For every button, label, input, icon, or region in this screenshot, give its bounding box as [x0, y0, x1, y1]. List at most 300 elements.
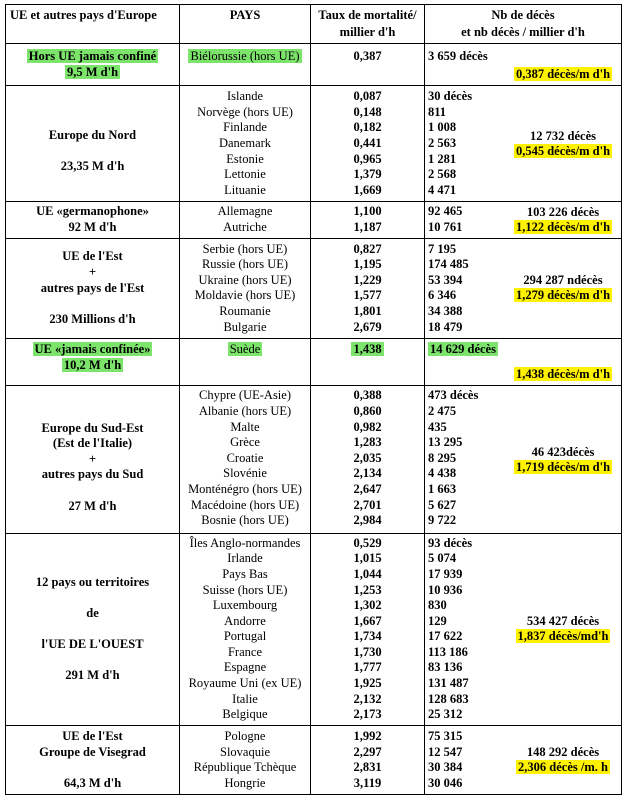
rate-value: [311, 598, 424, 614]
rate-value: [311, 183, 424, 199]
rate-value: [311, 451, 424, 467]
deaths-value: [425, 136, 505, 152]
rate-text: 2,173: [353, 707, 382, 722]
rate-value: [311, 614, 424, 630]
deaths-value: [425, 745, 505, 761]
rate-value: [311, 498, 424, 514]
country-name: [180, 167, 310, 183]
deaths-text: 811: [428, 104, 447, 119]
group-row: [6, 202, 622, 238]
rate-text: 1,229: [353, 272, 382, 287]
country-cell: [180, 239, 311, 339]
country-name: [180, 776, 310, 792]
country-cell: [180, 386, 311, 532]
deaths-value: [425, 242, 505, 258]
deaths-text: 5 627: [428, 497, 457, 512]
deaths-cell: [425, 239, 622, 339]
country-text: Albanie (hors UE): [198, 403, 292, 418]
country-text: Bulgarie: [223, 319, 267, 334]
deaths-value: [425, 676, 505, 692]
deaths-cell: [425, 44, 622, 85]
country-name: [180, 388, 310, 404]
group-row: [6, 534, 622, 726]
country-text: Andorre: [224, 613, 266, 628]
country-name: [180, 136, 310, 152]
total-rate: 1,279 décès/m d'h: [515, 288, 611, 303]
total-rate: 0,545 décès/m d'h: [515, 143, 611, 158]
region-label: [6, 452, 179, 468]
country-name: [180, 536, 310, 552]
deaths-value: [425, 152, 505, 168]
deaths-value: [425, 776, 505, 792]
rate-cell: [311, 386, 425, 532]
rate-value: [311, 49, 424, 65]
rate-value: [311, 660, 424, 676]
region-text: autres pays du Sud: [41, 467, 144, 482]
rate-value: [311, 304, 424, 320]
deaths-text: 14 629 décès: [430, 342, 496, 357]
region-label: [6, 483, 179, 499]
rate-text: 1,669: [353, 182, 382, 197]
country-text: Îles Anglo-normandes: [189, 535, 301, 550]
rate-value: [311, 583, 424, 599]
region-label: [6, 342, 179, 358]
deaths-value: [425, 105, 505, 121]
region-text: 27 M d'h: [68, 498, 117, 513]
deaths-text: 131 487: [428, 676, 469, 691]
deaths-value: [425, 342, 505, 358]
region-text: UE «germanophone»: [36, 204, 149, 219]
rate-value: [311, 420, 424, 436]
rate-text: 0,860: [353, 403, 382, 418]
region-label: [6, 776, 179, 792]
rate-text: 0,148: [353, 104, 382, 119]
group-total: [505, 44, 621, 85]
deaths-text: 3 659 décès: [428, 49, 488, 63]
country-name: [180, 288, 310, 304]
rate-value: [311, 342, 424, 358]
header-rate-line2: millier d'h: [339, 25, 396, 39]
rate-text: 2,647: [353, 481, 382, 496]
deaths-value: [425, 257, 505, 273]
region-text: 92 M d'h: [68, 219, 117, 234]
rate-text: 2,701: [353, 497, 382, 512]
rate-value: [311, 629, 424, 645]
deaths-value: [425, 645, 505, 661]
rate-text: 0,982: [353, 419, 382, 434]
deaths-text: 30 046: [428, 775, 463, 790]
region-label: [6, 405, 179, 421]
deaths-value: [425, 451, 505, 467]
deaths-text: 17 622: [428, 629, 463, 644]
deaths-value: [425, 598, 505, 614]
header-country: [180, 5, 311, 43]
region-text: 64,3 M d'h: [63, 775, 122, 790]
country-text: Suède: [229, 342, 261, 357]
region-text: UE de l'Est: [62, 728, 123, 743]
group-total: [505, 386, 621, 532]
country-text: Moldavie (hors UE): [194, 288, 296, 303]
total-rate: 1,438 décès/m d'h: [515, 367, 611, 382]
table-header: [6, 5, 622, 44]
country-name: [180, 183, 310, 199]
rate-value: [311, 466, 424, 482]
country-text: Slovaquie: [220, 744, 270, 759]
country-text: Irlande: [227, 551, 263, 566]
deaths-text: 8 295: [428, 450, 457, 465]
total-rate: 0,387 décès/m d'h: [515, 67, 611, 82]
header-rate-line1: Taux de mortalité/: [318, 8, 417, 22]
rate-text: 1,195: [353, 257, 382, 272]
region-label: [6, 421, 179, 437]
rate-value: [311, 760, 424, 776]
rate-text: 0,182: [353, 120, 382, 135]
rate-text: 1,925: [353, 676, 382, 691]
deaths-text: 5 074: [428, 551, 457, 566]
region-text: +: [88, 264, 97, 279]
country-text: Macédoine (hors UE): [190, 497, 300, 512]
rate-value: [311, 567, 424, 583]
region-label: [6, 249, 179, 265]
deaths-value: [425, 89, 505, 105]
deaths-value: [425, 760, 505, 776]
rate-text: 1,187: [353, 219, 382, 234]
country-text: Lituanie: [224, 182, 266, 197]
rate-text: 2,831: [353, 760, 382, 775]
country-text: Suisse (hors UE): [202, 582, 288, 597]
country-name: [180, 342, 310, 358]
rate-text: 0,827: [353, 241, 382, 256]
deaths-text: 4 471: [428, 182, 457, 197]
total-deaths: 294 287 ndécès: [523, 273, 603, 288]
deaths-value: [425, 660, 505, 676]
rate-value: [311, 89, 424, 105]
deaths-cell: [425, 534, 622, 725]
country-name: [180, 435, 310, 451]
region-label: [6, 467, 179, 483]
region-cell: [6, 534, 180, 725]
country-cell: [180, 44, 311, 85]
country-name: [180, 513, 310, 529]
deaths-text: 30 décès: [428, 89, 473, 104]
country-text: Finlande: [223, 120, 267, 135]
deaths-value: [425, 404, 505, 420]
country-name: [180, 645, 310, 661]
deaths-value: [425, 536, 505, 552]
country-name: [180, 707, 310, 723]
rate-value: [311, 288, 424, 304]
region-label: [6, 312, 179, 328]
rate-cell: [311, 726, 425, 794]
region-label: [6, 65, 179, 81]
country-name: [180, 89, 310, 105]
rate-value: [311, 167, 424, 183]
region-text: de: [86, 605, 99, 620]
region-cell: [6, 386, 180, 532]
rate-text: 1,438: [353, 342, 382, 357]
rate-text: 0,387: [353, 49, 382, 63]
total-rate: 2,306 décès /m. h: [518, 760, 608, 775]
deaths-value: [425, 629, 505, 645]
rate-cell: [311, 44, 425, 85]
country-text: Pays Bas: [222, 566, 268, 581]
region-text: 12 pays ou territoires: [35, 574, 150, 589]
country-name: [180, 583, 310, 599]
country-text: Biélorussie (hors UE): [190, 49, 300, 63]
country-name: [180, 120, 310, 136]
country-text: Lettonie: [224, 167, 266, 182]
deaths-value: [425, 498, 505, 514]
deaths-value: [425, 120, 505, 136]
region-cell: [6, 239, 180, 339]
rate-value: [311, 257, 424, 273]
deaths-value: [425, 204, 505, 220]
country-text: Islande: [226, 89, 264, 104]
rate-value: [311, 435, 424, 451]
country-name: [180, 105, 310, 121]
country-name: [180, 257, 310, 273]
deaths-text: 435: [428, 419, 447, 434]
deaths-value: [425, 614, 505, 630]
deaths-text: 129: [428, 613, 447, 628]
region-text: Hors UE jamais confiné: [28, 49, 157, 63]
header-region: [6, 5, 180, 43]
country-name: [180, 629, 310, 645]
country-name: [180, 152, 310, 168]
country-text: Pologne: [224, 728, 266, 743]
rate-text: 0,965: [353, 151, 382, 166]
country-text: Russie (hors UE): [201, 257, 289, 272]
region-label: [6, 668, 179, 684]
deaths-value: [425, 482, 505, 498]
region-text: autres pays de l'Est: [40, 280, 145, 295]
country-name: [180, 598, 310, 614]
deaths-value: [425, 49, 505, 65]
header-country-label: PAYS: [229, 8, 261, 22]
country-cell: [180, 202, 311, 237]
deaths-value: [425, 551, 505, 567]
group-total: [505, 239, 621, 339]
country-name: [180, 242, 310, 258]
deaths-text: 2 475: [428, 403, 457, 418]
country-text: Hongrie: [224, 775, 266, 790]
deaths-value: [425, 273, 505, 289]
region-label: [6, 436, 179, 452]
region-text: UE de l'Est: [62, 249, 123, 264]
country-name: [180, 49, 310, 65]
country-name: [180, 498, 310, 514]
rate-cell: [311, 202, 425, 237]
deaths-text: 830: [428, 598, 447, 613]
country-text: République Tchèque: [193, 760, 297, 775]
country-text: Portugal: [223, 629, 267, 644]
country-name: [180, 451, 310, 467]
group-row: [6, 239, 622, 340]
rate-text: 1,044: [353, 566, 382, 581]
deaths-value: [425, 183, 505, 199]
region-label: [6, 729, 179, 745]
group-row: [6, 386, 622, 533]
header-region-label: UE et autres pays d'Europe: [10, 8, 157, 22]
rate-text: 1,253: [353, 582, 382, 597]
country-name: [180, 745, 310, 761]
rate-value: [311, 242, 424, 258]
country-name: [180, 304, 310, 320]
region-text: 10,2 M d'h: [63, 357, 122, 372]
region-label: [6, 499, 179, 515]
region-text: l'UE DE L'OUEST: [41, 637, 144, 652]
deaths-text: 17 939: [428, 566, 463, 581]
country-text: Danemark: [218, 135, 272, 150]
country-cell: [180, 726, 311, 794]
region-label: [6, 128, 179, 144]
country-text: Espagne: [223, 660, 267, 675]
rate-text: 0,087: [353, 89, 382, 104]
country-name: [180, 760, 310, 776]
rate-value: [311, 745, 424, 761]
country-name: [180, 660, 310, 676]
region-label: [6, 113, 179, 129]
deaths-text: 1 281: [428, 151, 457, 166]
region-text: 23,35 M d'h: [60, 159, 125, 174]
group-row: [6, 86, 622, 202]
rate-text: 1,100: [353, 204, 382, 219]
region-text: 291 M d'h: [65, 668, 120, 683]
header-deaths-line2: et nb décès / millier d'h: [461, 25, 585, 39]
country-cell: [180, 339, 311, 385]
deaths-value: [425, 707, 505, 723]
deaths-text: 18 479: [428, 319, 463, 334]
deaths-cell: [425, 726, 622, 794]
region-text: Groupe de Visegrad: [39, 744, 146, 759]
header-deaths: [425, 5, 622, 43]
country-text: Italie: [232, 691, 258, 706]
region-label: [6, 204, 179, 220]
header-rate: [311, 5, 425, 43]
deaths-text: 1 663: [428, 481, 457, 496]
deaths-value: [425, 220, 505, 236]
region-label: [6, 653, 179, 669]
deaths-cell: [425, 339, 622, 385]
region-label: [6, 265, 179, 281]
country-text: Chypre (UE-Asie): [199, 388, 291, 403]
region-cell: [6, 44, 180, 85]
rate-value: [311, 120, 424, 136]
country-name: [180, 420, 310, 436]
region-label: [6, 590, 179, 606]
region-label: [6, 49, 179, 65]
rate-value: [311, 388, 424, 404]
region-label: [6, 220, 179, 236]
country-text: Malte: [230, 419, 260, 434]
group-row: [6, 339, 622, 386]
deaths-text: 113 186: [428, 644, 468, 659]
country-name: [180, 676, 310, 692]
rate-text: 3,119: [353, 775, 382, 790]
rate-text: 1,379: [353, 167, 382, 182]
rate-value: [311, 536, 424, 552]
deaths-text: 2 563: [428, 135, 457, 150]
rate-text: 2,035: [353, 450, 382, 465]
deaths-value: [425, 583, 505, 599]
country-name: [180, 204, 310, 220]
total-rate: 1,719 décès/m d'h: [515, 459, 611, 474]
region-cell: [6, 202, 180, 237]
country-text: Ukraine (hors UE): [198, 272, 292, 287]
region-cell: [6, 726, 180, 794]
country-name: [180, 466, 310, 482]
deaths-text: 13 295: [428, 435, 463, 450]
rate-value: [311, 676, 424, 692]
country-text: Belgique: [222, 707, 268, 722]
rate-cell: [311, 239, 425, 339]
group-row: [6, 726, 622, 795]
region-text: +: [88, 451, 97, 466]
deaths-text: 83 136: [428, 660, 463, 675]
total-deaths: 534 427 décès: [526, 614, 600, 629]
deaths-value: [425, 466, 505, 482]
rate-value: [311, 404, 424, 420]
country-text: Norvège (hors UE): [197, 104, 293, 119]
deaths-value: [425, 729, 505, 745]
country-text: Royaume Uni (ex UE): [188, 676, 302, 691]
deaths-text: 2 568: [428, 167, 457, 182]
region-cell: [6, 86, 180, 201]
rate-value: [311, 320, 424, 336]
deaths-text: 473 décès: [428, 388, 479, 403]
rate-value: [311, 729, 424, 745]
deaths-value: [425, 167, 505, 183]
region-label: [6, 575, 179, 591]
region-label: [6, 760, 179, 776]
deaths-text: 10 761: [428, 219, 463, 234]
country-name: [180, 273, 310, 289]
rate-value: [311, 220, 424, 236]
country-name: [180, 551, 310, 567]
deaths-text: 1 008: [428, 120, 457, 135]
deaths-text: 12 547: [428, 744, 463, 759]
country-cell: [180, 534, 311, 725]
rate-text: 0,441: [353, 135, 382, 150]
rate-value: [311, 273, 424, 289]
deaths-text: 128 683: [428, 691, 469, 706]
country-text: Bosnie (hors UE): [201, 513, 289, 528]
deaths-text: 9 722: [428, 513, 457, 528]
rate-text: 1,777: [353, 660, 382, 675]
total-deaths: 46 423décès: [531, 444, 595, 459]
region-label: [6, 358, 179, 374]
deaths-text: 93 décès: [428, 535, 473, 550]
rate-value: [311, 105, 424, 121]
rate-value: [311, 513, 424, 529]
total-deaths: 103 226 décès: [526, 204, 600, 219]
country-cell: [180, 86, 311, 201]
header-deaths-line1: Nb de décès: [491, 8, 555, 22]
rate-text: 1,667: [353, 613, 382, 628]
deaths-text: 30 384: [428, 760, 463, 775]
rate-text: 2,679: [353, 319, 382, 334]
group-total: [505, 339, 621, 385]
region-text: 230 Millions d'h: [49, 311, 136, 326]
country-text: Slovénie: [223, 466, 267, 481]
region-label: [6, 745, 179, 761]
group-row: [6, 44, 622, 86]
rate-text: 1,302: [353, 598, 382, 613]
total-deaths: 12 732 décès: [530, 128, 596, 143]
region-text: 9,5 M d'h: [66, 64, 119, 79]
rate-value: [311, 136, 424, 152]
country-text: Roumanie: [219, 303, 271, 318]
